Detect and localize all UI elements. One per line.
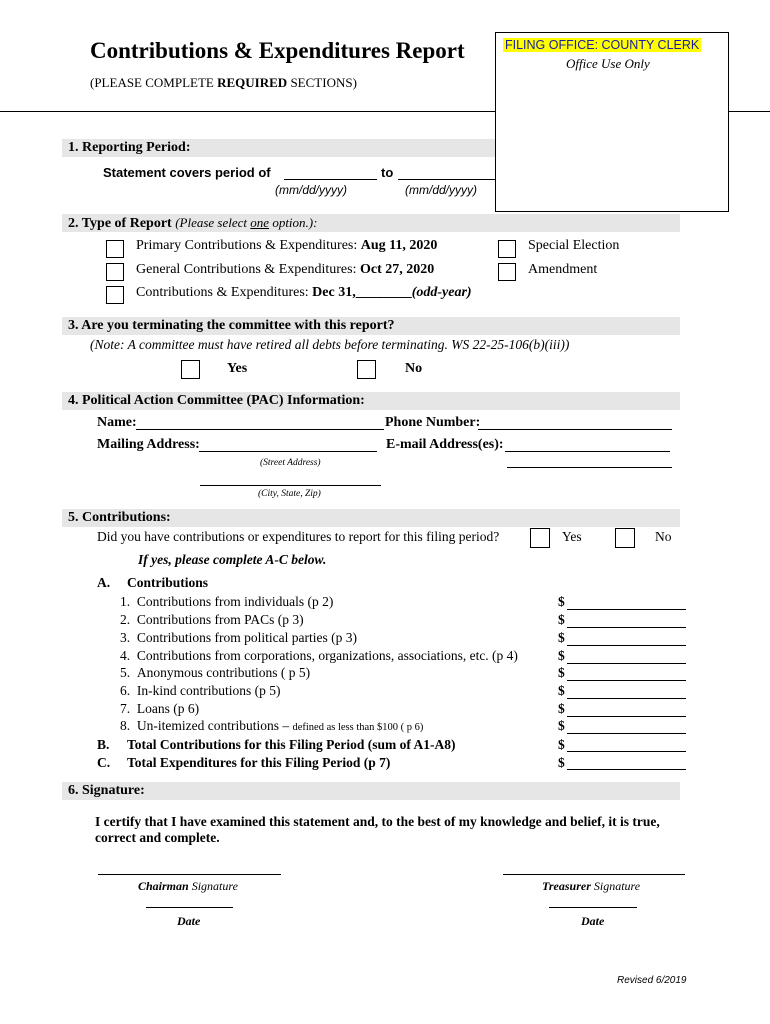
amount-a6-field[interactable] [567,698,686,699]
item-a7: 7. Loans (p 6) [120,701,200,716]
pac-mailing-label: Mailing Address: [97,437,200,452]
checkbox-contrib-odd-year[interactable] [106,286,124,304]
amount-a1-field[interactable] [567,609,686,610]
amount-a8-field[interactable] [567,733,686,734]
header-rule-left [0,111,495,112]
dollar-sign: $ [558,755,565,770]
chairman-date-field[interactable] [146,907,233,908]
treasurer-date-label: Date [581,914,605,928]
option-contrib-odd-year: Contributions & Expenditures: Dec 31,________(odd-year) [136,285,472,300]
pac-email-field-2[interactable] [507,467,672,468]
checkbox-general[interactable] [106,263,124,281]
checkbox-primary[interactable] [106,240,124,258]
item-a6: 6. In-kind contributions (p 5) [120,683,281,698]
checkbox-terminate-yes[interactable] [181,360,200,379]
revised-date: Revised 6/2019 [617,975,687,986]
checkbox-terminate-no[interactable] [357,360,376,379]
amount-a2-field[interactable] [567,627,686,628]
date-format-to: (mm/dd/yyyy) [405,183,477,197]
amount-a4-field[interactable] [567,663,686,664]
item-a4: 4. Contributions from corporations, organizations, associations, etc. (p 4) [120,648,518,663]
pac-name-field[interactable] [136,429,384,430]
pac-city-field[interactable] [200,485,381,486]
city-state-zip-hint: (City, State, Zip) [258,489,321,499]
dollar-sign: $ [558,612,565,627]
section5-question: Did you have contributions or expenditures to report for this filing period? [97,529,500,544]
street-address-hint: (Street Address) [260,458,321,468]
section-a-title: Contributions [127,575,209,590]
item-a1: 1. Contributions from individuals (p 2) [120,594,334,609]
certification-line2: correct and complete. [95,830,220,845]
section2-label: 2. Type of Report [68,216,172,231]
terminate-no-label: No [405,361,423,376]
period-from-field[interactable] [284,179,377,180]
contributions-yes-label: Yes [562,529,582,544]
section1-label: 1. Reporting Period: [68,140,191,155]
dollar-sign: $ [558,648,565,663]
date-format-from: (mm/dd/yyyy) [275,183,347,197]
page-title: Contributions & Expenditures Report [90,38,465,63]
option-primary: Primary Contributions & Expenditures: Aug 11, 2020 [136,238,438,253]
statement-covers-label: Statement covers period of [103,165,271,180]
chairman-signature-label: Chairman Signature [138,879,238,893]
item-a5: 5. Anonymous contributions ( p 5) [120,665,311,680]
chairman-date-label: Date [177,914,201,928]
section-a-letter: A. [97,575,111,590]
terminate-yes-label: Yes [227,361,248,376]
header-rule-right [729,111,770,112]
dollar-sign: $ [558,630,565,645]
treasurer-signature-field[interactable] [503,874,685,875]
section6-bar [62,782,680,800]
section5-label: 5. Contributions: [68,510,171,525]
section-b-letter: B. [97,737,110,752]
pac-email-field[interactable] [505,451,670,452]
certification-line1: I certify that I have examined this statement and, to the best of my knowledge and belief, it is true, [95,814,660,829]
amount-a5-field[interactable] [567,680,686,681]
if-yes-instruction: If yes, please complete A-C below. [138,552,327,567]
amount-total-expenditures-field[interactable] [567,769,686,770]
pac-email-label: E-mail Address(es): [386,437,504,452]
office-use-only: Office Use Only [566,56,650,71]
total-expenditures-label: Total Expenditures for this Filing Period (p 7) [127,755,391,770]
section2-label-row [68,215,317,232]
subtitle-required: REQUIRED [217,75,288,90]
option-general: General Contributions & Expenditures: Oct 27, 2020 [136,262,435,277]
chairman-signature-field[interactable] [98,874,281,875]
checkbox-contributions-no[interactable] [615,528,635,548]
contributions-no-label: No [655,529,672,544]
period-to-field[interactable] [398,179,495,180]
dollar-sign: $ [558,718,565,733]
amount-a7-field[interactable] [567,716,686,717]
treasurer-signature-label: Treasurer Signature [542,879,641,893]
page-subtitle [90,75,357,91]
item-a8: 8. Un-itemized contributions – defined as less than $100 ( p 6) [120,718,424,733]
section3-label: 3. Are you terminating the committee with this report? [68,318,395,333]
office-use-box [495,32,729,212]
pac-mailing-field[interactable] [199,451,377,452]
subtitle-post: SECTIONS) [287,75,357,90]
item-a2: 2. Contributions from PACs (p 3) [120,612,304,627]
subtitle-pre: (PLEASE COMPLETE [90,75,218,90]
dollar-sign: $ [558,737,565,752]
option-special-election: Special Election [528,238,620,253]
dollar-sign: $ [558,701,565,716]
dollar-sign: $ [558,665,565,680]
filing-office-label: FILING OFFICE: COUNTY CLERK [505,38,700,52]
option-amendment: Amendment [528,262,598,277]
treasurer-date-field[interactable] [549,907,637,908]
section4-label: 4. Political Action Committee (PAC) Information: [68,393,365,408]
section3-note: (Note: A committee must have retired all debts before terminating. WS 22-25-106(b)(iii)) [90,337,570,352]
dollar-sign: $ [558,683,565,698]
item-a3: 3. Contributions from political parties (p 3) [120,630,357,645]
pac-phone-label: Phone Number: [385,415,481,430]
checkbox-contributions-yes[interactable] [530,528,550,548]
section2-note: (Please select one option.): [175,215,318,230]
amount-a3-field[interactable] [567,645,686,646]
pac-phone-field[interactable] [478,429,672,430]
checkbox-special-election[interactable] [498,240,516,258]
pac-name-label: Name: [97,415,137,430]
checkbox-amendment[interactable] [498,263,516,281]
total-contributions-label: Total Contributions for this Filing Period (sum of A1-A8) [127,737,456,752]
section6-label: 6. Signature: [68,783,145,798]
amount-total-contributions-field[interactable] [567,751,686,752]
period-to-label: to [381,165,394,180]
dollar-sign: $ [558,594,565,609]
section-c-letter: C. [97,755,111,770]
